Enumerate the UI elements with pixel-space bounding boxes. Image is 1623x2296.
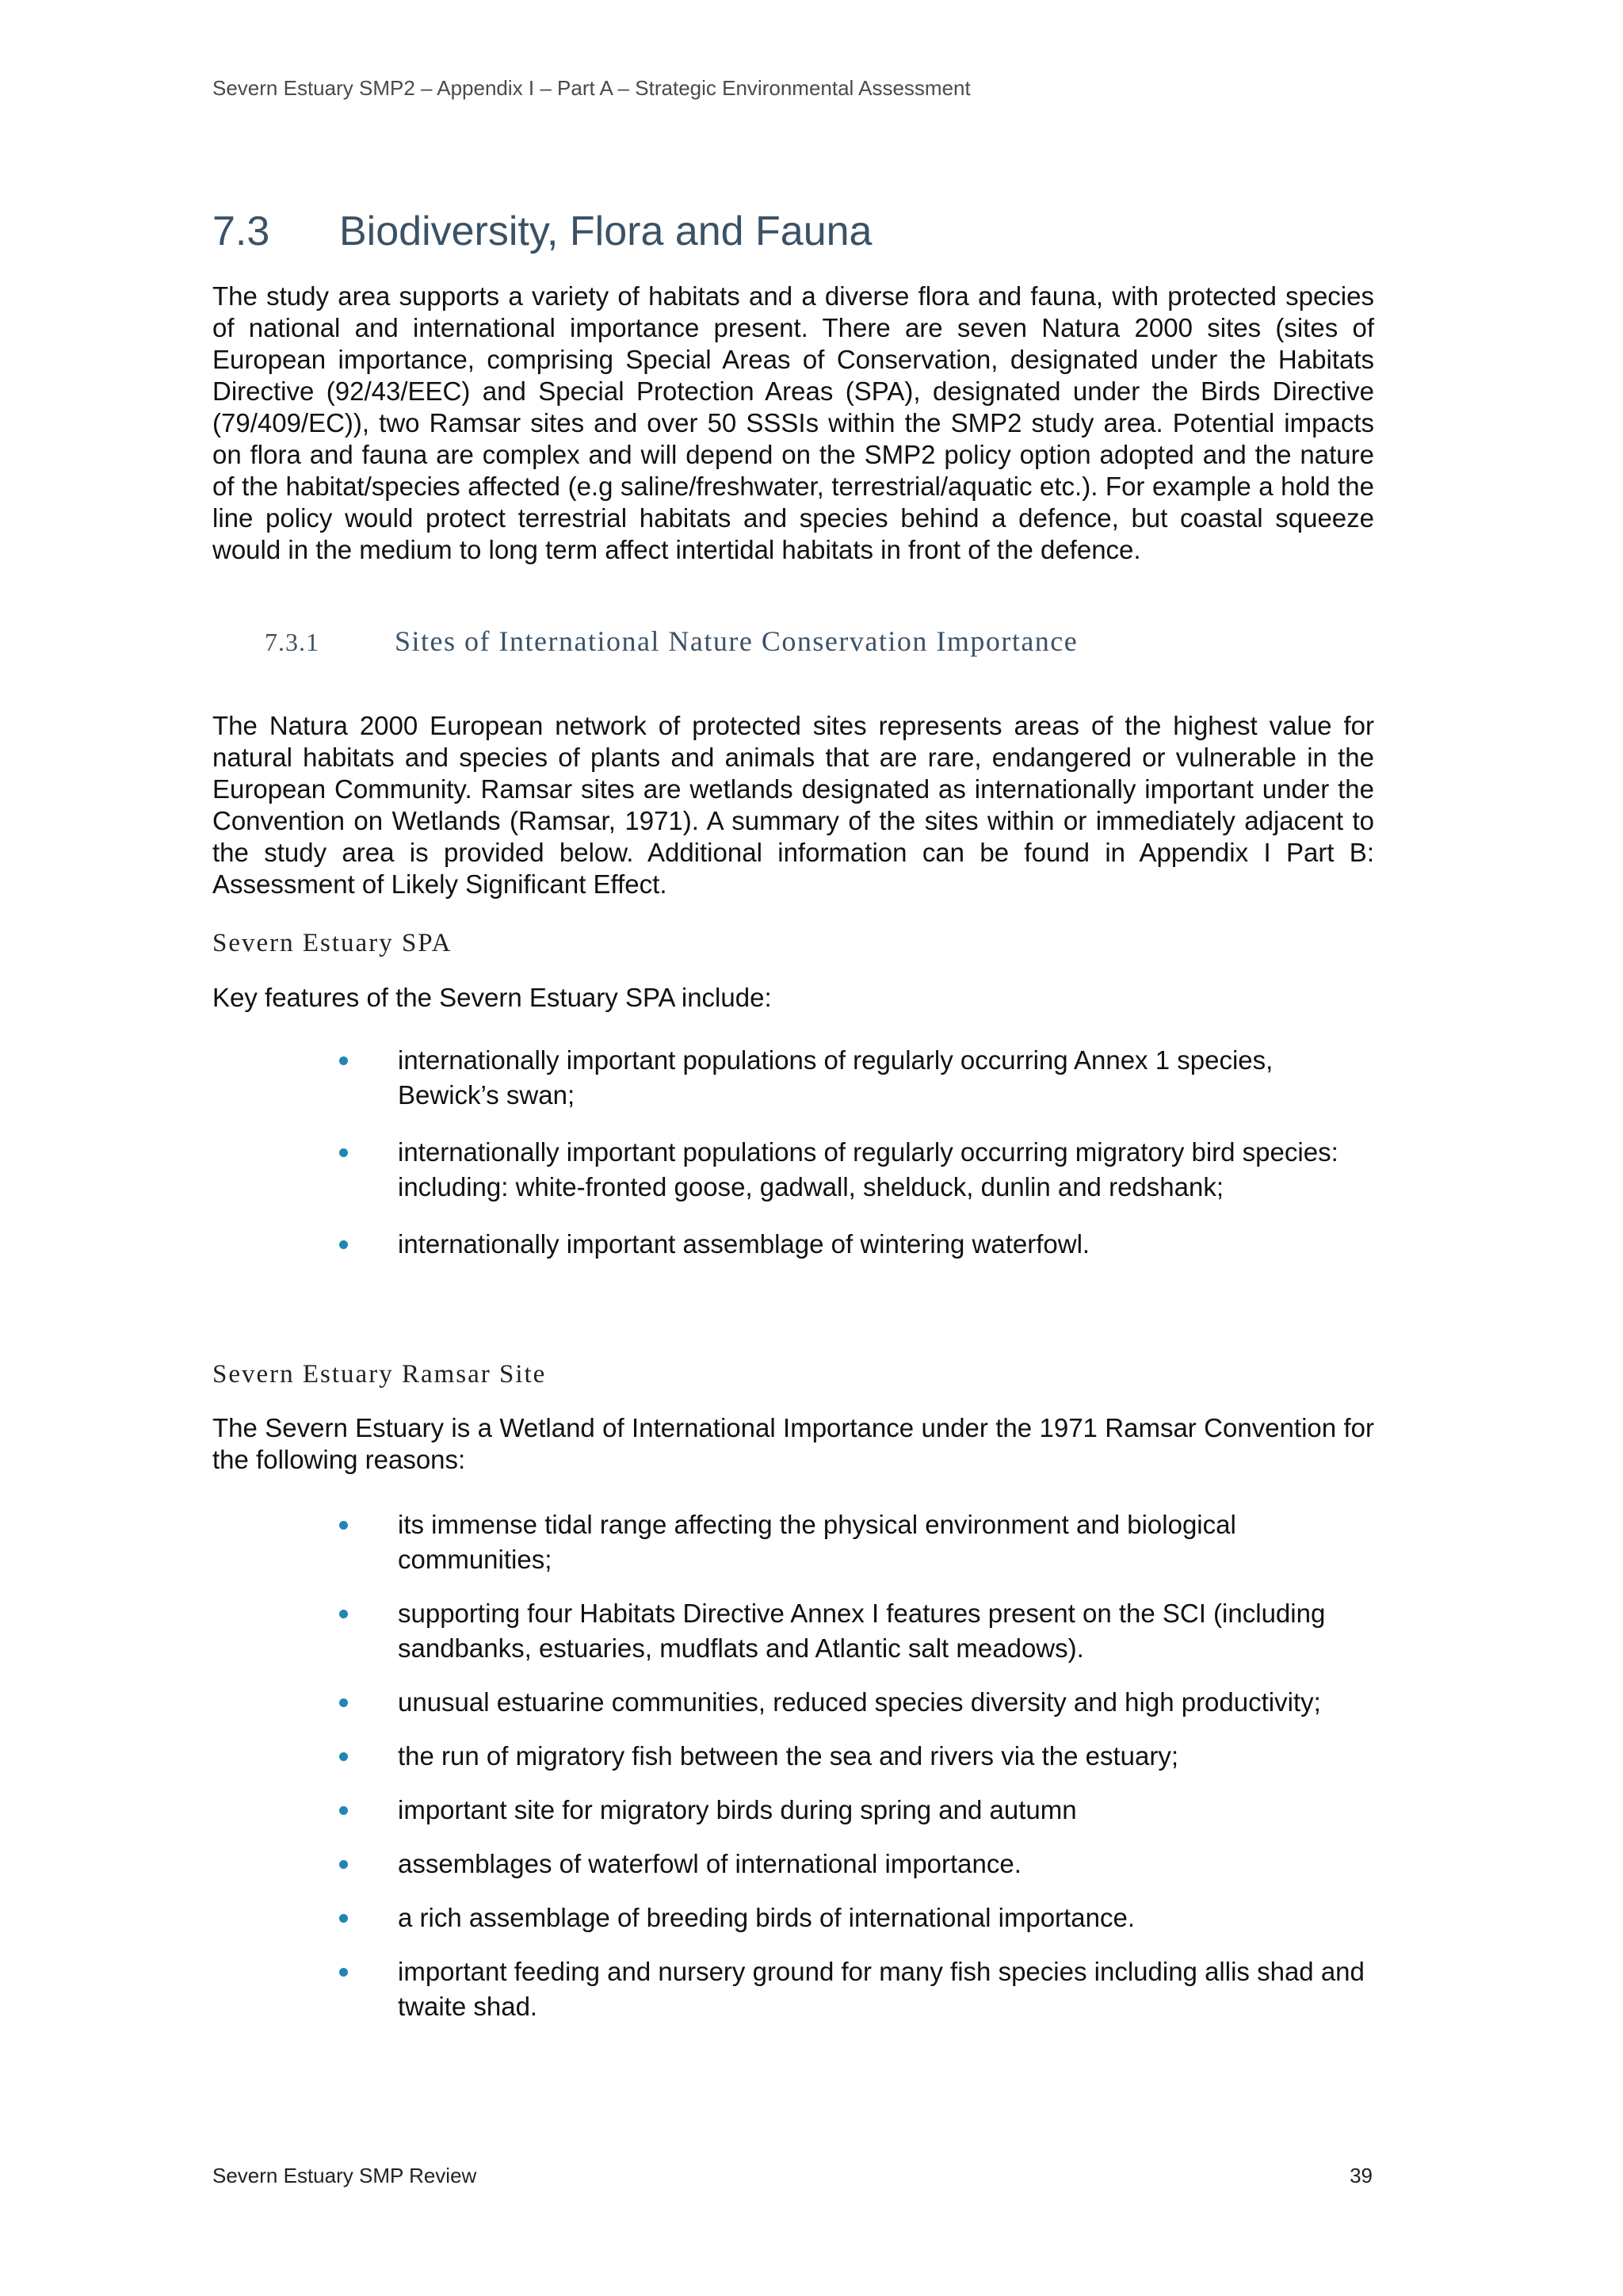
intro-block [212,281,1374,566]
list-item-text: its immense tidal range affecting the physical environment and biological communities; [398,1510,1236,1574]
bullet-icon [339,1240,348,1249]
subsection-title: Sites of International Nature Conservation Importance [395,625,1079,657]
list-item [333,1793,1379,1828]
list-item [333,1227,1379,1262]
spa-lead: Key features of the Severn Estuary SPA include: [212,983,772,1012]
list-item-text: important feeding and nursery ground for many fish species including allis shad and twaite shad. [398,1957,1365,2021]
bullet-icon [339,1914,348,1923]
bullet-icon [339,1968,348,1977]
bullet-icon [339,1610,348,1618]
running-header: Severn Estuary SMP2 – Appendix I – Part A – Strategic Environmental Assessment [212,76,971,100]
list-item [333,1507,1379,1577]
subsection-body-block [212,710,1374,900]
list-item [333,1043,1379,1113]
list-item [333,1135,1379,1205]
list-item [333,1901,1379,1935]
subsection-number: 7.3.1 [265,628,319,656]
spa-heading: Severn Estuary SPA [212,929,453,957]
list-item-text: a rich assemblage of breeding birds of international importance. [398,1903,1136,1932]
section-number: 7.3 [212,208,270,254]
bullet-icon [339,1056,348,1065]
ramsar-reason-list [333,1507,1379,2024]
bullet-icon [339,1806,348,1815]
list-item-text: supporting four Habitats Directive Annex I features present on the SCI (including sandbanks, estuaries, mudflats and Atlantic salt meadows). [398,1599,1326,1663]
ramsar-lead-block [212,1412,1374,1476]
bullet-icon [339,1698,348,1707]
list-item-text: the run of migratory fish between the sea and rivers via the estuary; [398,1741,1179,1771]
intro-paragraph: The study area supports a variety of habitats and a diverse flora and fauna, with protected species of national and international importance present. There are seven Natura 2000 sites (sites of European importance, comprising Special Areas of Conservation, designated under the Habitats Directive (92/43/EEC) and Special Protection Areas (SPA), designated under the Birds Directive (79/409/EC)), two Ramsar sites and over 50 SSSIs within the SMP2 study area. Potential impacts on flora and fauna are complex and will depend on the SMP2 policy option adopted and the nature of the habitat/species affected (e.g saline/freshwater, terrestrial/aquatic etc.). For example a hold the line policy would protect terrestrial habitats and species behind a defence, but coastal squeeze would in the medium to long term affect intertidal habitats in front of the defence. [212,281,1374,564]
list-item [333,1739,1379,1774]
section-heading [212,208,872,255]
list-item [333,1954,1379,2024]
bullet-icon [339,1752,348,1761]
bullet-icon [339,1860,348,1869]
ramsar-lead: The Severn Estuary is a Wetland of International Importance under the 1971 Ramsar Convention for the following reasons: [212,1413,1374,1474]
list-item-text: assemblages of waterfowl of international importance. [398,1849,1022,1878]
list-item-text: unusual estuarine communities, reduced species diversity and high productivity; [398,1687,1321,1717]
list-item-text: important site for migratory birds during spring and autumn [398,1795,1077,1824]
subsection-paragraph: The Natura 2000 European network of protected sites represents areas of the highest value for natural habitats and species of plants and animals that are rare, endangered or vulnerable in the European Community. Ramsar sites are wetlands designated as internationally important under the Convention on Wetlands (Ramsar, 1971). A summary of the sites within or immediately adjacent to the study area is provided below. Additional information can be found in Appendix I Part B: Assessment of Likely Significant Effect. [212,711,1374,899]
ramsar-heading: Severn Estuary Ramsar Site [212,1360,547,1389]
list-item-text: internationally important populations of regularly occurring migratory bird species: including: white-fronted goose, gadwall, shelduck, dunlin and redshank; [398,1137,1338,1201]
bullet-icon [339,1521,348,1530]
subsection-heading [265,625,1078,658]
list-item [333,1685,1379,1720]
list-item-text: internationally important assemblage of wintering waterfowl. [398,1229,1090,1259]
bullet-icon [339,1148,348,1157]
spa-feature-list [333,1043,1379,1262]
list-item [333,1847,1379,1881]
page-number: 39 [1350,2164,1373,2187]
list-item-text: internationally important populations of regularly occurring Annex 1 species, Bewick’s swan; [398,1045,1274,1110]
footer-title: Severn Estuary SMP Review [212,2164,477,2187]
list-item [333,1596,1379,1666]
section-title: Biodiversity, Flora and Fauna [339,208,873,254]
